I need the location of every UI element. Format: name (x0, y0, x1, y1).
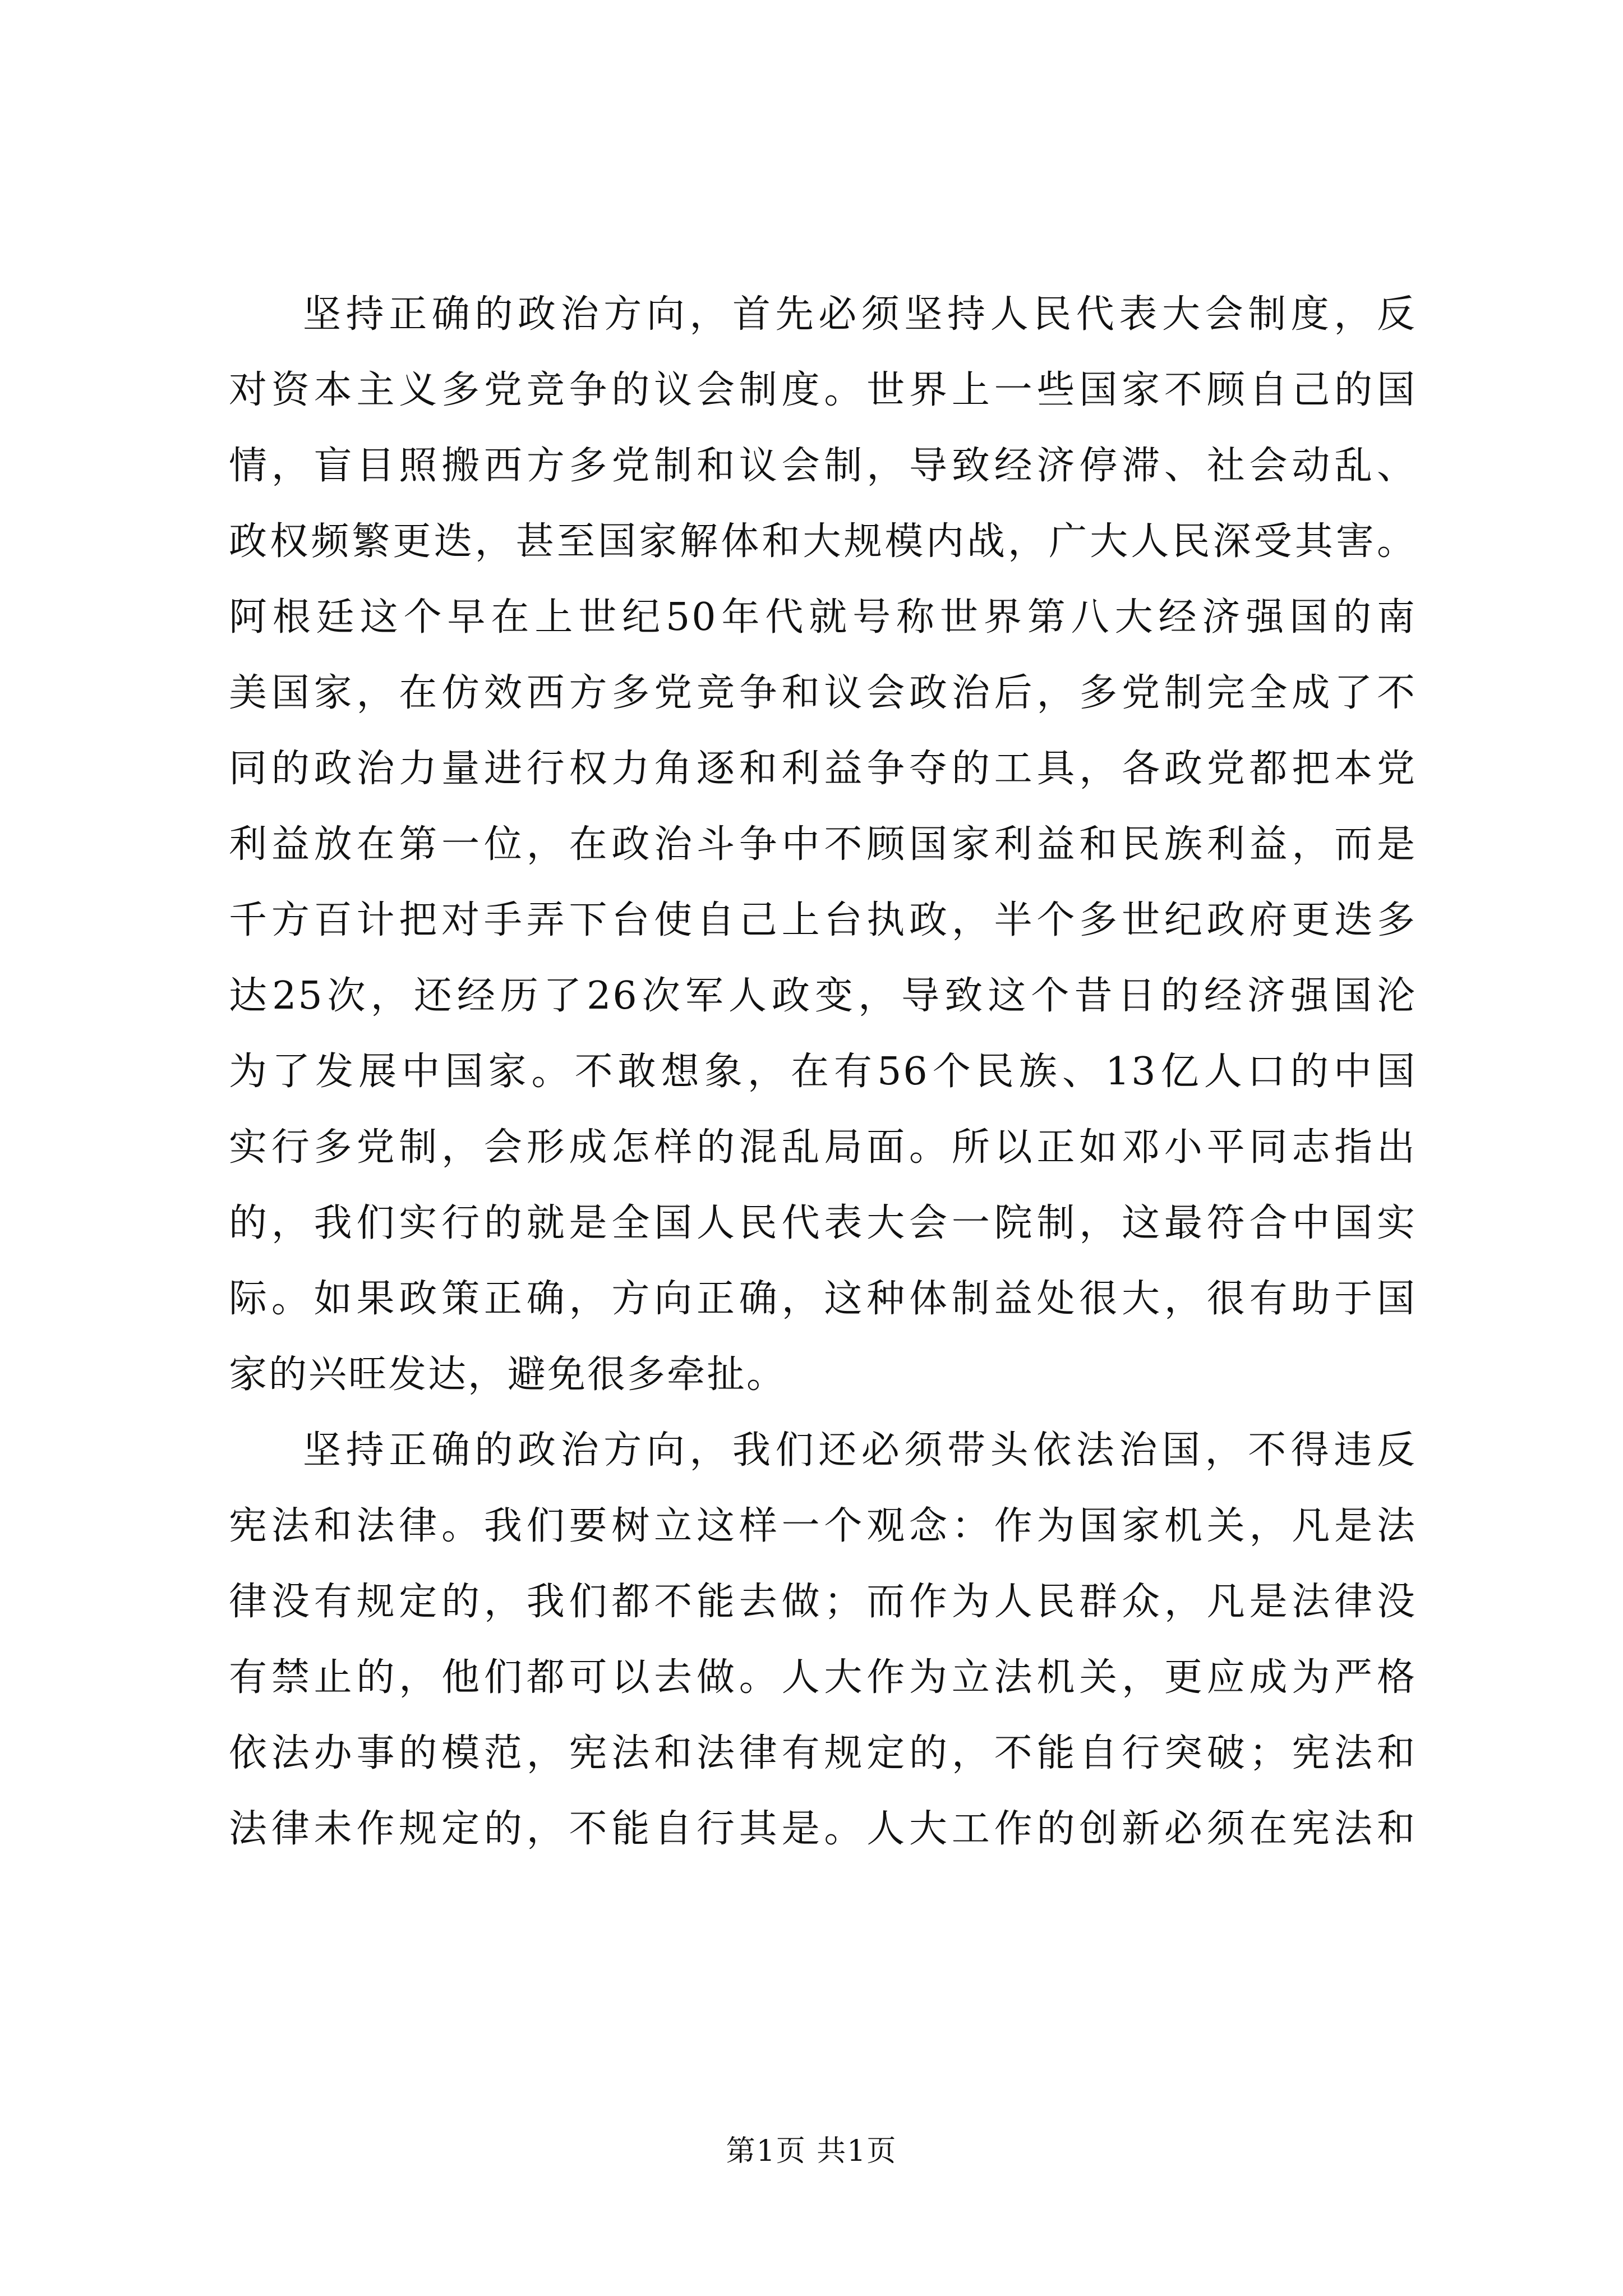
text-line: 实行多党制，会形成怎样的混乱局面。所以正如邓小平同志指出 (229, 1125, 1417, 1170)
text-line: 有禁止的，他们都可以去做。人大作为立法机关，更应成为严格 (229, 1655, 1417, 1700)
text-line: 家的兴旺发达，避免很多牵扯。 (229, 1352, 787, 1397)
text-line: 坚持正确的政治方向，首先必须坚持人民代表大会制度，反 (303, 292, 1417, 337)
text-line: 际。如果政策正确，方向正确，这种体制益处很大，很有助于国 (229, 1277, 1417, 1321)
text-line: 同的政治力量进行权力角逐和利益争夺的工具，各政党都把本党 (229, 747, 1417, 791)
text-line: 对资本主义多党竞争的议会制度。世界上一些国家不顾自己的国 (229, 368, 1417, 412)
document-body (229, 277, 1417, 1867)
text-line: 为了发展中国家。不敢想象，在有56个民族、13亿人口的中国 (229, 1050, 1417, 1094)
text-line: 利益放在第一位，在政治斗争中不顾国家利益和民族利益，而是 (229, 822, 1417, 867)
text-line: 法律未作规定的，不能自行其是。人大工作的创新必须在宪法和 (229, 1807, 1417, 1851)
text-line: 达25次，还经历了26次军人政变，导致这个昔日的经济强国沦 (229, 974, 1417, 1018)
text-line: 美国家，在仿效西方多党竞争和议会政治后，多党制完全成了不 (229, 671, 1417, 715)
text-line: 政权频繁更迭，甚至国家解体和大规模内战，广大人民深受其害。 (229, 519, 1417, 564)
text-line: 坚持正确的政治方向，我们还必须带头依法治国，不得违反 (303, 1428, 1417, 1473)
text-line: 宪法和法律。我们要树立这样一个观念：作为国家机关，凡是法 (229, 1504, 1417, 1548)
text-line: 依法办事的模范，宪法和法律有规定的，不能自行突破；宪法和 (229, 1731, 1417, 1775)
text-line: 情，盲目照搬西方多党制和议会制，导致经济停滞、社会动乱、 (229, 444, 1417, 488)
page-footer: 第1页 共1页 (726, 2134, 897, 2168)
text-line: 千方百计把对手弄下台使自己上台执政，半个多世纪政府更迭多 (229, 898, 1417, 942)
text-line: 律没有规定的，我们都不能去做；而作为人民群众，凡是法律没 (229, 1580, 1417, 1624)
text-line: 阿根廷这个早在上世纪50年代就号称世界第八大经济强国的南 (229, 595, 1417, 639)
text-line: 的，我们实行的就是全国人民代表大会一院制，这最符合中国实 (229, 1201, 1417, 1245)
